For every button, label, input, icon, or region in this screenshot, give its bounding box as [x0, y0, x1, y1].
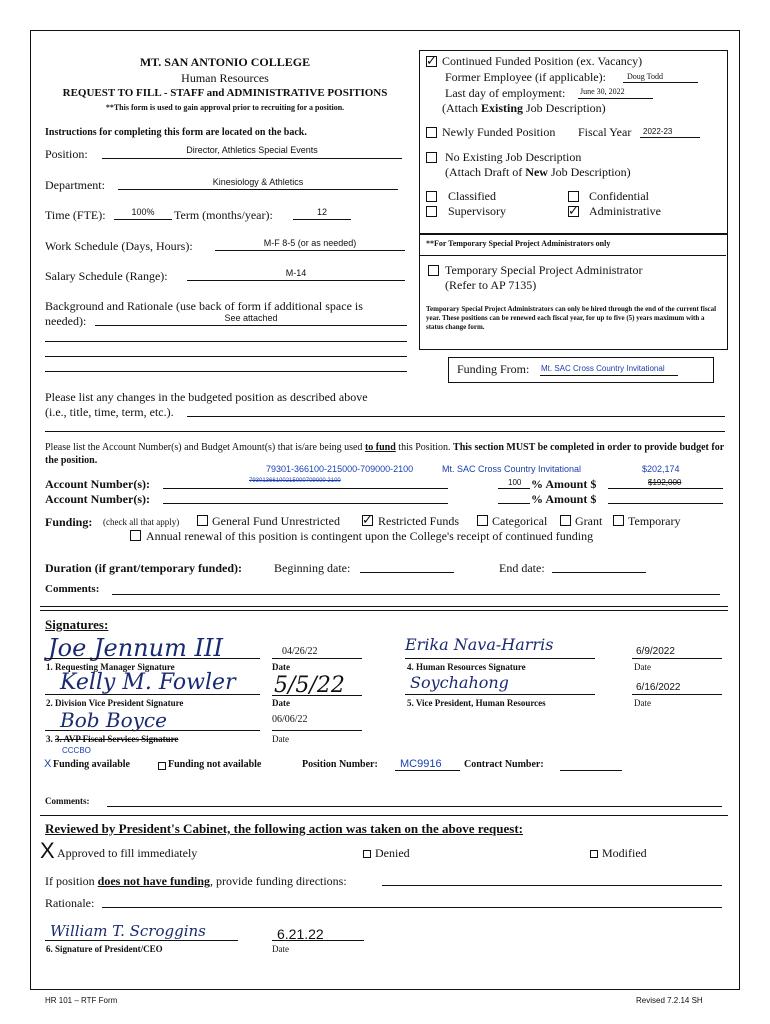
- term-line: [293, 219, 351, 220]
- temp-label-2: (Refer to AP 7135): [445, 278, 537, 292]
- changes-label-2: (i.e., title, time, term, etc.).: [45, 405, 174, 419]
- contract-number-field[interactable]: [560, 770, 622, 771]
- no-existing-label: No Existing Job Description: [445, 150, 582, 164]
- temporary-checkbox[interactable]: [613, 515, 624, 526]
- temp-label-1: Temporary Special Project Administrator: [445, 263, 643, 277]
- form-title: REQUEST TO FILL - STAFF and ADMINISTRATIVE POSITIONS: [62, 87, 388, 99]
- check-all-note: (check all that apply): [103, 517, 180, 527]
- checkmark-icon: ✓: [362, 513, 373, 528]
- annual-renewal-checkbox[interactable]: [130, 530, 141, 541]
- sig3-label: 3. 3. AVP Fiscal Services Signature: [46, 734, 179, 744]
- term-label: Term (months/year):: [174, 208, 273, 222]
- department-label: Department:: [45, 178, 105, 192]
- sig4-line[interactable]: [405, 658, 595, 659]
- categorical-label: Categorical: [492, 514, 548, 528]
- sig6-date-line: [272, 940, 364, 941]
- funding-available-mark[interactable]: X: [44, 758, 52, 770]
- sig4-label: 4. Human Resources Signature: [407, 662, 526, 672]
- funding-not-available-checkbox[interactable]: [158, 762, 166, 770]
- sig1-date-line: [272, 658, 362, 659]
- sig6-label: 6. Signature of President/CEO: [46, 944, 163, 954]
- funding-directions-field[interactable]: [382, 885, 722, 886]
- sig4-date-label: Date: [634, 662, 651, 672]
- last-day-label: Last day of employment:: [445, 86, 566, 100]
- sig1-label: 1. Requesting Manager Signature: [46, 662, 175, 672]
- amount-label-1: % Amount $: [531, 477, 597, 491]
- funding-directions-label: If position does not have funding, provide funding directions:: [45, 874, 347, 888]
- signatures-comments-label: Comments:: [45, 796, 90, 806]
- sig4-date-line: [632, 658, 722, 659]
- schedule-field[interactable]: M-F 8-5 (or as needed): [263, 238, 357, 248]
- modified-label: Modified: [602, 846, 647, 860]
- duration-comments-field[interactable]: [112, 594, 720, 595]
- background-label-2: needed):: [45, 314, 87, 328]
- schedule-label: Work Schedule (Days, Hours):: [45, 239, 193, 253]
- signature-2: Kelly M. Fowler: [60, 670, 236, 695]
- administrative-label: Administrative: [589, 204, 661, 218]
- term-field[interactable]: 12: [316, 207, 327, 217]
- account-number-2-value[interactable]: 79301366100215000709000 2100: [249, 478, 341, 484]
- former-employee-line: [623, 82, 698, 83]
- no-existing-checkbox[interactable]: [426, 152, 437, 163]
- percent-line-1: [498, 488, 530, 489]
- cabinet-heading: Reviewed by President's Cabinet, the following action was taken on the above request:: [45, 821, 523, 836]
- section-divider: [40, 606, 728, 607]
- sig1-line[interactable]: [45, 658, 260, 659]
- former-employee-label: Former Employee (if applicable):: [445, 70, 606, 84]
- confidential-checkbox[interactable]: [568, 191, 579, 202]
- sig3-sub: CCCBO: [62, 746, 91, 755]
- position-number-field[interactable]: MC9916: [400, 758, 442, 770]
- sig3-line[interactable]: [45, 730, 260, 731]
- last-day-line: [578, 98, 653, 99]
- signatures-heading: Signatures:: [45, 617, 109, 632]
- denied-checkbox[interactable]: [363, 850, 371, 858]
- denied-label: Denied: [375, 846, 410, 860]
- sig2-date[interactable]: 5/5/22: [274, 673, 345, 698]
- amount-label-2: % Amount $: [531, 492, 597, 506]
- confidential-label: Confidential: [589, 189, 649, 203]
- grant-label: Grant: [575, 514, 603, 528]
- general-fund-label: General Fund Unrestricted: [212, 514, 340, 528]
- attach-new: (Attach Draft of New Job Description): [445, 165, 631, 179]
- schedule-line: [215, 250, 405, 251]
- duration-label: Duration (if grant/temporary funded):: [45, 561, 242, 575]
- background-line-3: [45, 356, 407, 357]
- sig3-date[interactable]: 06/06/22: [272, 714, 308, 725]
- time-field[interactable]: 100%: [131, 207, 155, 217]
- former-employee-field[interactable]: Doug Todd: [627, 72, 663, 81]
- sig6-date[interactable]: 6.21.22: [277, 926, 324, 942]
- changes-line-2[interactable]: [45, 431, 725, 432]
- signature-1: Joe Jennum III: [48, 634, 223, 662]
- sig3-date-label: Date: [272, 734, 289, 744]
- supervisory-label: Supervisory: [448, 204, 506, 218]
- college-name: MT. SAN ANTONIO COLLEGE: [139, 55, 311, 69]
- categorical-checkbox[interactable]: [477, 515, 488, 526]
- background-field[interactable]: See attached: [224, 313, 278, 323]
- fiscal-year-label: Fiscal Year: [578, 125, 632, 139]
- sig1-date-label: Date: [272, 662, 290, 672]
- sig3-date-line: [272, 730, 362, 731]
- sig6-date-label: Date: [272, 944, 289, 954]
- approved-label: Approved to fill immediately: [57, 846, 198, 860]
- rationale-label: Rationale:: [45, 896, 95, 910]
- beginning-date-field[interactable]: [360, 572, 454, 573]
- account-number-label-2: Account Number(s):: [45, 492, 150, 506]
- background-label-1: Background and Rationale (use back of form if additional space is: [45, 299, 363, 313]
- sig2-date-line: [272, 695, 362, 696]
- sig5-line[interactable]: [405, 694, 595, 695]
- temp-admin-checkbox[interactable]: [428, 265, 439, 276]
- background-line-1: [95, 325, 407, 326]
- amount-line-1: [608, 488, 723, 489]
- account-number-line-2[interactable]: [163, 503, 448, 504]
- funding-from-line: [540, 375, 678, 376]
- fiscal-year-line: [640, 137, 700, 138]
- account-intro: Please list the Account Number(s) and Budget Amount(s) that is/are being used to fund this Position. This section MUST be completed in order to provide budget for the position.: [45, 442, 724, 466]
- beginning-date-label: Beginning date:: [274, 561, 351, 575]
- funding-label: Funding:: [45, 515, 93, 529]
- continued-label: Continued Funded Position (ex. Vacancy): [442, 54, 643, 68]
- section-divider: [40, 815, 728, 816]
- percent-line-2[interactable]: [498, 503, 530, 504]
- temp-divider: [419, 255, 726, 256]
- account-number-label-1: Account Number(s):: [45, 477, 150, 491]
- position-field[interactable]: Director, Athletics Special Events: [186, 145, 318, 155]
- section-divider: [40, 610, 728, 611]
- amount-struck[interactable]: $192,000: [648, 478, 682, 487]
- position-line: [102, 158, 402, 159]
- account-name-1: Mt. SAC Cross Country Invitational: [442, 464, 582, 474]
- temp-note: Temporary Special Project Administrators can only be hired through the end of the current fiscal year. These positions can be renewed each fiscal year, for up to five (5) years maximum with a status change form.: [426, 305, 717, 331]
- department-field[interactable]: Kinesiology & Athletics: [212, 177, 304, 187]
- salary-label: Salary Schedule (Range):: [45, 269, 168, 283]
- signature-6: William T. Scroggins: [50, 922, 206, 940]
- position-number-line: [395, 770, 460, 771]
- restricted-funds-label: Restricted Funds: [378, 514, 459, 528]
- background-line-4: [45, 371, 407, 372]
- sig2-label: 2. Division Vice President Signature: [46, 698, 184, 708]
- checkmark-icon: ✓: [426, 54, 437, 69]
- signature-3: Bob Boyce: [60, 708, 167, 732]
- salary-line: [187, 280, 405, 281]
- duration-comments-label: Comments:: [45, 583, 100, 595]
- end-date-field[interactable]: [552, 572, 646, 573]
- hr-department: Human Resources: [181, 71, 269, 85]
- sig5-date-line: [632, 694, 722, 695]
- background-line-2: [45, 341, 407, 342]
- end-date-label: End date:: [499, 561, 545, 575]
- newly-funded-label: Newly Funded Position: [442, 125, 556, 139]
- sig5-date[interactable]: 6/16/2022: [636, 682, 681, 693]
- funding-available-label: Funding available: [53, 759, 130, 770]
- classified-label: Classified: [448, 189, 496, 203]
- instructions: Instructions for completing this form are located on the back.: [45, 127, 307, 138]
- approved-mark[interactable]: X: [40, 838, 55, 863]
- classified-checkbox[interactable]: [426, 191, 437, 202]
- sig4-date[interactable]: 6/9/2022: [636, 646, 675, 657]
- temporary-label: Temporary: [628, 514, 681, 528]
- sig5-date-label: Date: [634, 698, 651, 708]
- signatures-comments-field[interactable]: [107, 806, 722, 807]
- amount-top: $202,174: [642, 464, 680, 474]
- footer-revised: Revised 7.2.14 SH: [636, 996, 703, 1005]
- sig6-line[interactable]: [45, 940, 238, 941]
- position-label: Position:: [45, 147, 88, 161]
- signature-5: Soychahong: [410, 673, 509, 692]
- modified-checkbox[interactable]: [590, 850, 598, 858]
- funding-from-label: Funding From:: [457, 362, 530, 376]
- contract-number-label: Contract Number:: [464, 759, 544, 770]
- sig2-date-label: Date: [272, 698, 290, 708]
- sig1-date[interactable]: 04/26/22: [282, 646, 318, 657]
- attach-existing: (Attach Existing Job Description): [442, 101, 606, 115]
- department-line: [118, 189, 398, 190]
- changes-label-1: Please list any changes in the budgeted position as described above: [45, 390, 368, 404]
- signature-4: Erika Nava-Harris: [405, 635, 554, 654]
- annual-renewal-label: Annual renewal of this position is contingent upon the College's receipt of continued funding: [146, 529, 594, 543]
- newly-funded-checkbox[interactable]: [426, 127, 437, 138]
- amount-line-2[interactable]: [608, 503, 723, 504]
- account-number-line-1: [163, 488, 448, 489]
- time-label: Time (FTE):: [45, 208, 106, 222]
- sig5-label: 5. Vice President, Human Resources: [407, 698, 546, 708]
- account-number-1-value[interactable]: 79301-366100-215000-709000-2100: [266, 464, 414, 474]
- footer-form-id: HR 101 – RTF Form: [45, 996, 118, 1005]
- temp-header: **For Temporary Special Project Administrators only: [426, 239, 611, 248]
- time-line: [114, 219, 172, 220]
- general-fund-checkbox[interactable]: [197, 515, 208, 526]
- salary-field[interactable]: M-14: [285, 268, 307, 278]
- grant-checkbox[interactable]: [560, 515, 571, 526]
- form-note: **This form is used to gain approval prior to recruiting for a position.: [105, 103, 345, 112]
- rationale-field[interactable]: [102, 907, 722, 908]
- fiscal-year-field[interactable]: 2022-23: [643, 127, 673, 136]
- funding-from-field[interactable]: Mt. SAC Cross Country Invitational: [541, 364, 665, 373]
- last-day-field[interactable]: June 30, 2022: [580, 87, 625, 96]
- percent-1[interactable]: 100: [508, 478, 522, 487]
- checkmark-icon: ✓: [568, 204, 579, 219]
- position-number-label: Position Number:: [302, 759, 378, 770]
- supervisory-checkbox[interactable]: [426, 206, 437, 217]
- sig2-line[interactable]: [45, 694, 260, 695]
- funding-not-available-label: Funding not available: [168, 759, 262, 770]
- changes-line-1[interactable]: [187, 416, 725, 417]
